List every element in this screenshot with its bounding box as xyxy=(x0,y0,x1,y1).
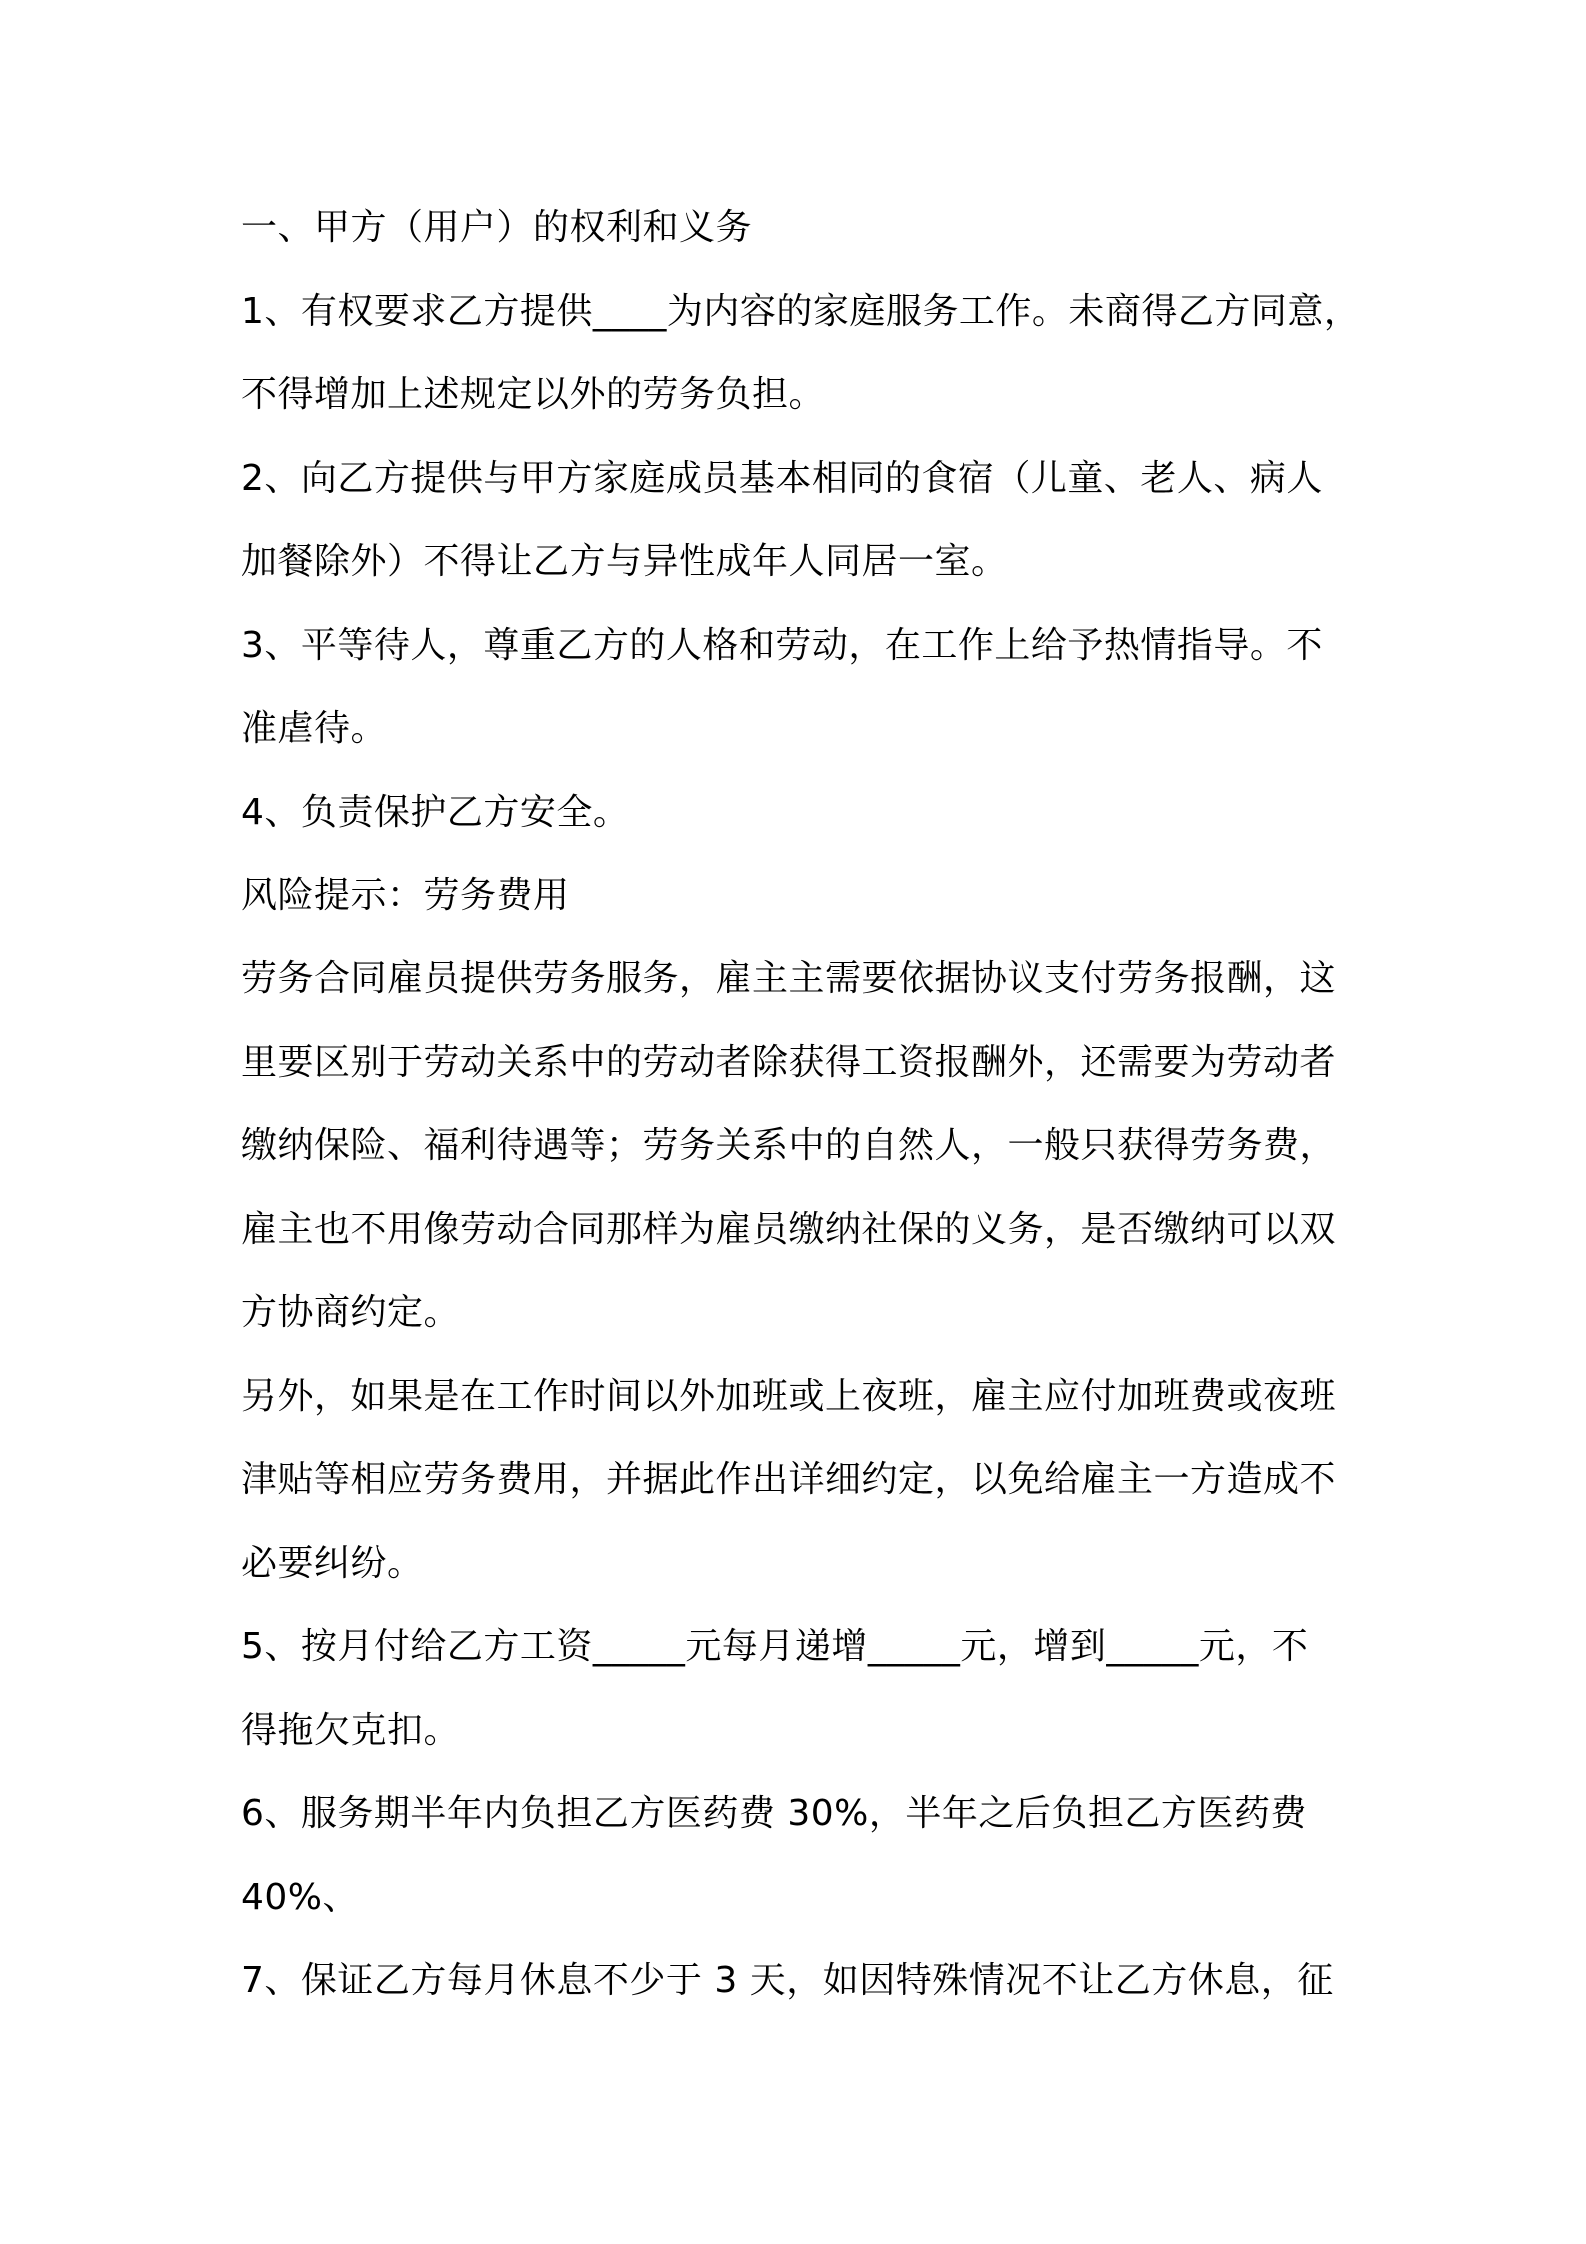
text-line: 方协商约定。 xyxy=(241,1292,461,1333)
text-line: 缴纳保险、福利待遇等；劳务关系中的自然人，一般只获得劳务费， xyxy=(241,1125,1337,1166)
text-line: 6、服务期半年内负担乙方医药费 30%，半年之后负担乙方医药费 xyxy=(241,1793,1307,1834)
text-line: 7、保证乙方每月休息不少于 3 天，如因特殊情况不让乙方休息，征 xyxy=(241,1960,1334,2001)
text-line: 得拖欠克扣。 xyxy=(241,1710,461,1751)
text-line: 2、向乙方提供与甲方家庭成员基本相同的食宿（儿童、老人、病人 xyxy=(241,458,1323,499)
text-line: 雇主也不用像劳动合同那样为雇员缴纳社保的义务，是否缴纳可以双 xyxy=(241,1209,1337,1250)
text-line: 另外，如果是在工作时间以外加班或上夜班，雇主应付加班费或夜班 xyxy=(241,1376,1337,1417)
text-line: 加餐除外）不得让乙方与异性成年人同居一室。 xyxy=(241,541,1008,582)
text-line: 1、有权要求乙方提供____为内容的家庭服务工作。未商得乙方同意， xyxy=(241,291,1361,332)
text-line: 40%、 xyxy=(241,1877,360,1918)
text-line: 4、负责保护乙方安全。 xyxy=(241,792,630,833)
text-line: 津贴等相应劳务费用，并据此作出详细约定，以免给雇主一方造成不 xyxy=(241,1459,1337,1500)
text-line: 劳务合同雇员提供劳务服务，雇主主需要依据协议支付劳务报酬，这 xyxy=(241,958,1337,999)
text-line: 3、平等待人，尊重乙方的人格和劳动，在工作上给予热情指导。不 xyxy=(241,625,1323,666)
text-line: 5、按月付给乙方工资_____元每月递增_____元，增到_____元，不 xyxy=(241,1626,1309,1667)
text-line: 准虐待。 xyxy=(241,708,388,749)
text-line: 不得增加上述规定以外的劳务负担。 xyxy=(241,374,826,415)
risk-heading: 风险提示：劳务费用 xyxy=(241,875,570,916)
text-line: 必要纠纷。 xyxy=(241,1543,424,1584)
section-heading: 一、甲方（用户）的权利和义务 xyxy=(241,207,753,248)
text-line: 里要区别于劳动关系中的劳动者除获得工资报酬外，还需要为劳动者 xyxy=(241,1042,1337,1083)
